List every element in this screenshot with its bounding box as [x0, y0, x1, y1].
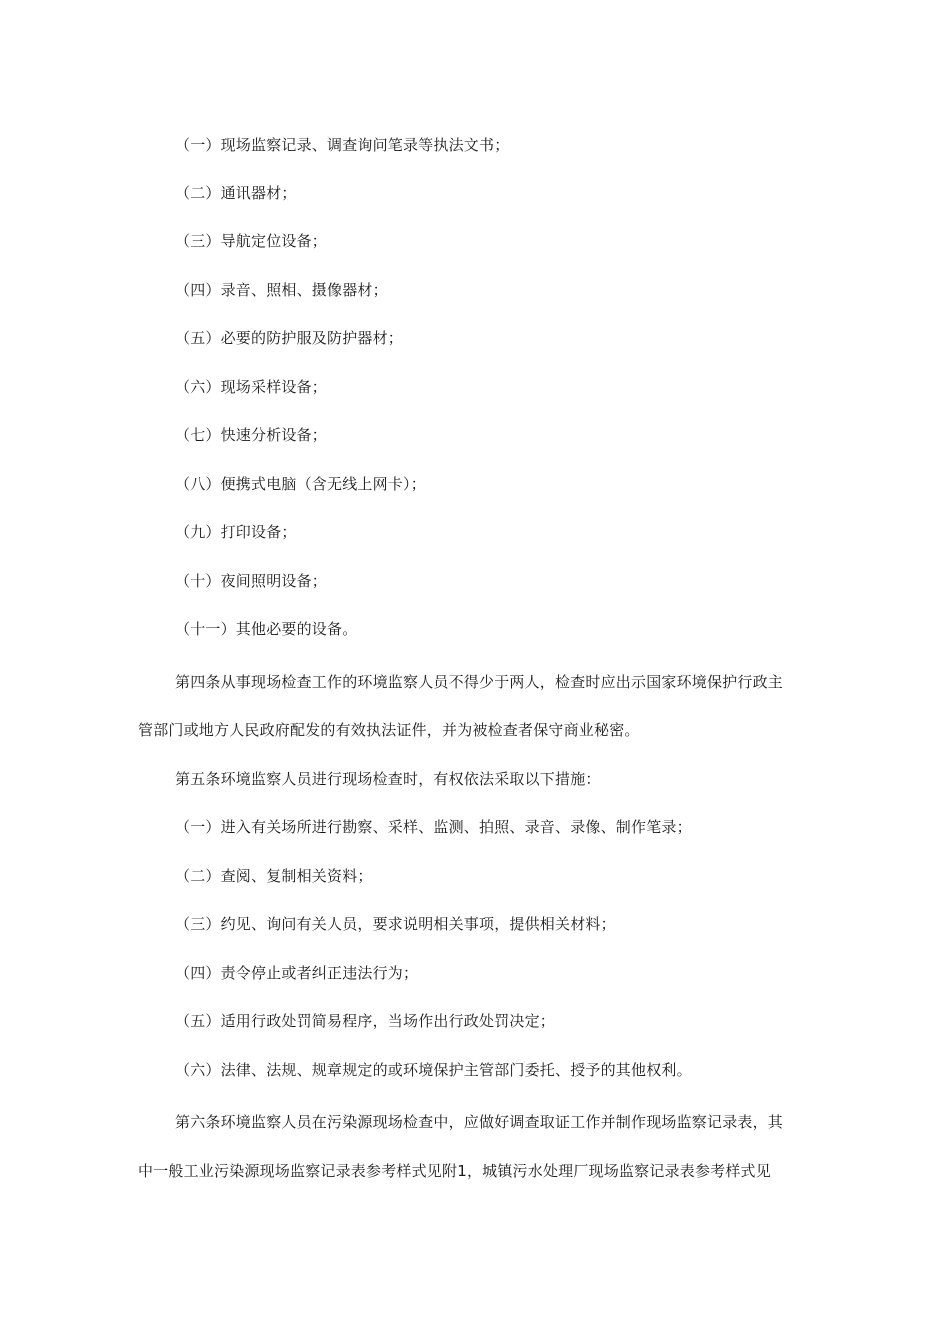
measure-item-6: （六）法律、法规、规章规定的或环境保护主管部门委托、授予的其他权利。	[175, 1061, 692, 1079]
equipment-item-6: （六）现场采样设备；	[175, 378, 328, 396]
article-4-line-1: 第四条从事现场检查工作的环境监察人员不得少于两人，检查时应出示国家环境保护行政主	[175, 673, 784, 691]
equipment-item-7: （七）快速分析设备；	[175, 426, 328, 444]
measure-item-4: （四）责令停止或者纠正违法行为；	[175, 964, 419, 982]
equipment-item-9: （九）打印设备；	[175, 523, 297, 541]
measure-item-2: （二）查阅、复制相关资料；	[175, 867, 373, 885]
equipment-item-2: （二）通讯器材；	[175, 184, 297, 202]
article-4-line-2: 管部门或地方人民政府配发的有效执法证件，并为被检查者保守商业秘密。	[138, 721, 640, 739]
equipment-item-8: （八）便携式电脑（含无线上网卡）；	[175, 475, 426, 493]
equipment-item-4: （四）录音、照相、摄像器材；	[175, 281, 388, 299]
measure-item-3: （三）约见、询问有关人员，要求说明相关事项，提供相关材料；	[175, 915, 616, 933]
equipment-item-11: （十一）其他必要的设备。	[175, 620, 358, 638]
equipment-item-1: （一）现场监察记录、调查询问笔录等执法文书；	[175, 136, 510, 154]
equipment-item-3: （三）导航定位设备；	[175, 232, 328, 250]
measure-item-1: （一）进入有关场所进行勘察、采样、监测、拍照、录音、录像、制作笔录；	[175, 818, 692, 836]
article-6-line-1: 第六条环境监察人员在污染源现场检查中，应做好调查取证工作并制作现场监察记录表，其	[175, 1113, 784, 1131]
measure-item-5: （五）适用行政处罚简易程序，当场作出行政处罚决定；	[175, 1012, 556, 1030]
article-5-intro: 第五条环境监察人员进行现场检查时，有权依法采取以下措施：	[175, 770, 601, 788]
article-6-line-2: 中一般工业污染源现场监察记录表参考样式见附1，城镇污水处理厂现场监察记录表参考样式见	[138, 1162, 771, 1180]
equipment-item-10: （十）夜间照明设备；	[175, 572, 328, 590]
equipment-item-5: （五）必要的防护服及防护器材；	[175, 329, 404, 347]
